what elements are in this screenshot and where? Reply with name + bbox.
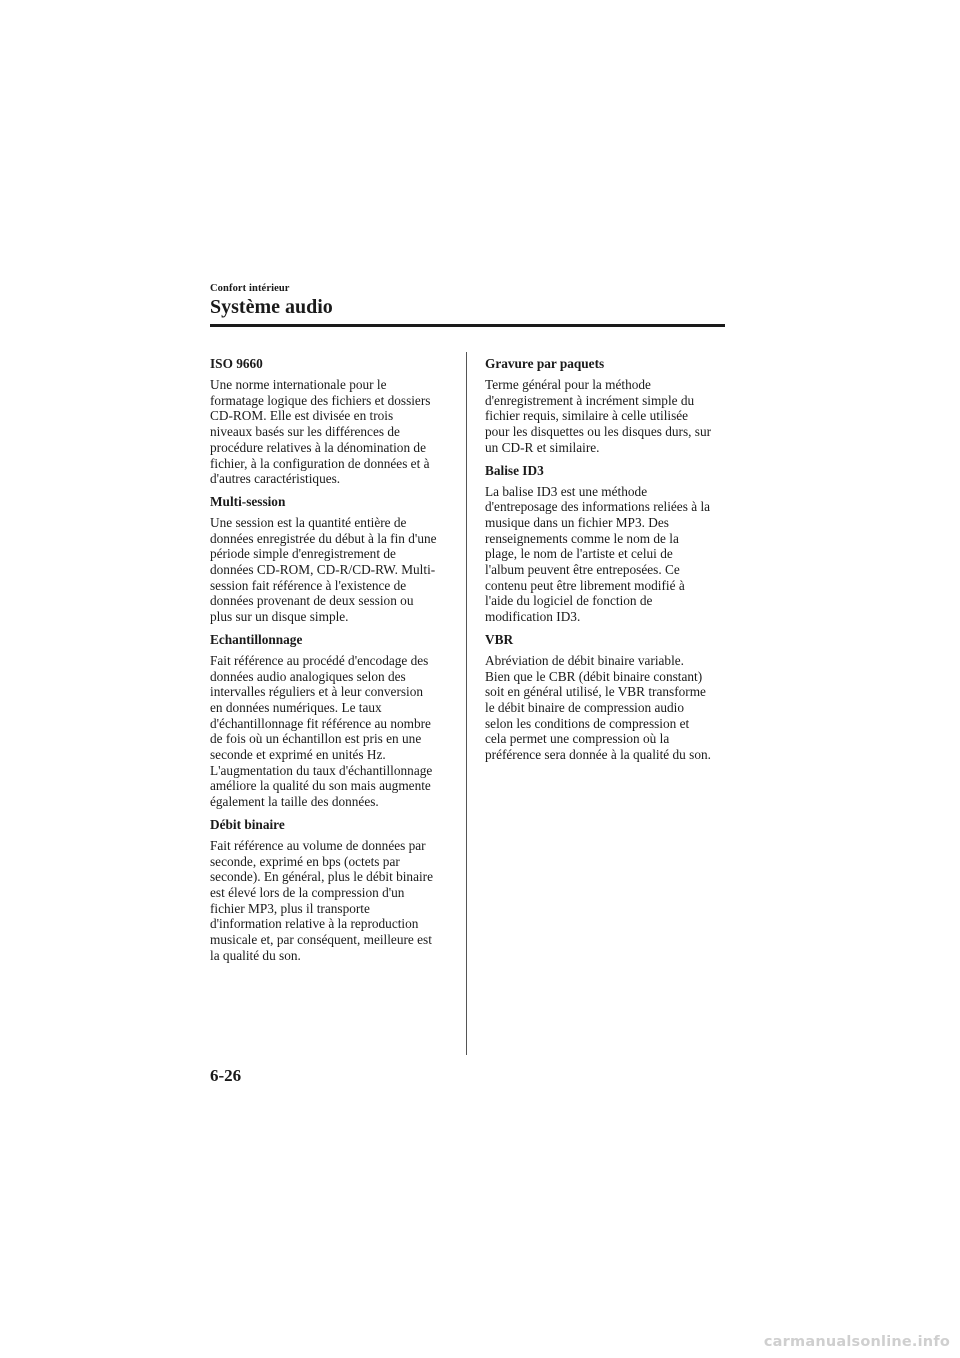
- entry-term: Gravure par paquets: [485, 356, 605, 371]
- watermark: carmanualsonline.info: [763, 1334, 950, 1350]
- entry-definition: La balise ID3 est une méthode d'entreposage des informations reliées à la musique dans un fichier MP3. Des renseignements comme le nom de la plage, le nom de l'artiste et celui de l'album peuvent être entreposées. Ce contenu peut être librement modifié à l'aide du logiciel de fonction de modification ID3.: [485, 483, 711, 625]
- entry-term: Echantillonnage: [210, 631, 303, 647]
- column-divider: [466, 352, 467, 1055]
- page-number: 6-26: [210, 1066, 242, 1085]
- entry-term: Débit binaire: [210, 816, 285, 832]
- left-column: [210, 356, 452, 971]
- glossary-entry-echantillonnage: [210, 632, 452, 810]
- glossary-entry-gravure-par-paquets: [485, 356, 727, 456]
- entry-term: VBR: [485, 631, 514, 647]
- entry-definition: Terme général pour la méthode d'enregistrement à incrément simple du fichier requis, similaire à celle utilisée pour les disquettes ou les disques durs, sur un CD-R et similaire.: [485, 377, 712, 455]
- glossary-entry-iso-9660: [210, 356, 452, 487]
- entry-term: ISO 9660: [210, 356, 263, 371]
- glossary-entry-multi-session: [210, 494, 452, 625]
- entry-definition: Fait référence au procédé d'encodage des données audio analogiques selon des intervalles réguliers et à leur conversion en données numériques. Le taux d'échantillonnage fit référence au nombre de fois où un échantillon est pris en une seconde et exprimé en unités Hz. L'augmentation du taux d'échantillonnage améliore la qualité du son mais augmente également la taille des données.: [210, 652, 433, 810]
- entry-term: Balise ID3: [485, 462, 544, 478]
- page-title: Système audio: [210, 296, 333, 318]
- glossary-entry-vbr: [485, 632, 727, 763]
- entry-term: Multi-session: [210, 493, 286, 509]
- entry-definition: Abréviation de débit binaire variable. Bien que le CBR (débit binaire constant) soit en général utilisé, le VBR transforme le débit binaire de compression audio selon les conditions de compression et cela permet une compression où la préférence sera donnée à la qualité du son.: [485, 652, 711, 763]
- glossary-entry-balise-id3: [485, 463, 727, 625]
- glossary-entry-debit-binaire: [210, 817, 452, 964]
- section-label: Confort intérieur: [210, 283, 290, 294]
- right-column: [485, 356, 727, 770]
- entry-definition: Une session est la quantité entière de données enregistrée du début à la fin d'une période simple d'enregistrement de données CD-ROM, CD-R/CD-RW. Multi- session fait référence à l'existence de données provenant de deux session ou plus sur un disque simple.: [210, 514, 437, 625]
- entry-definition: Une norme internationale pour le formatage logique des fichiers et dossiers CD-ROM. Elle est divisée en trois niveaux basés sur les différences de procédure relatives à la dénomination de fichier, à la configuration de données et à d'autres caractéristiques.: [210, 377, 431, 487]
- title-rule: [210, 324, 725, 327]
- entry-definition: Fait référence au volume de données par seconde, exprimé en bps (octets par seconde). En général, plus le débit binaire est élevé lors de la compression d'un fichier MP3, plus il transporte d'information relative à la reproduction musicale et, par conséquent, meilleure est la qualité du son.: [210, 837, 434, 963]
